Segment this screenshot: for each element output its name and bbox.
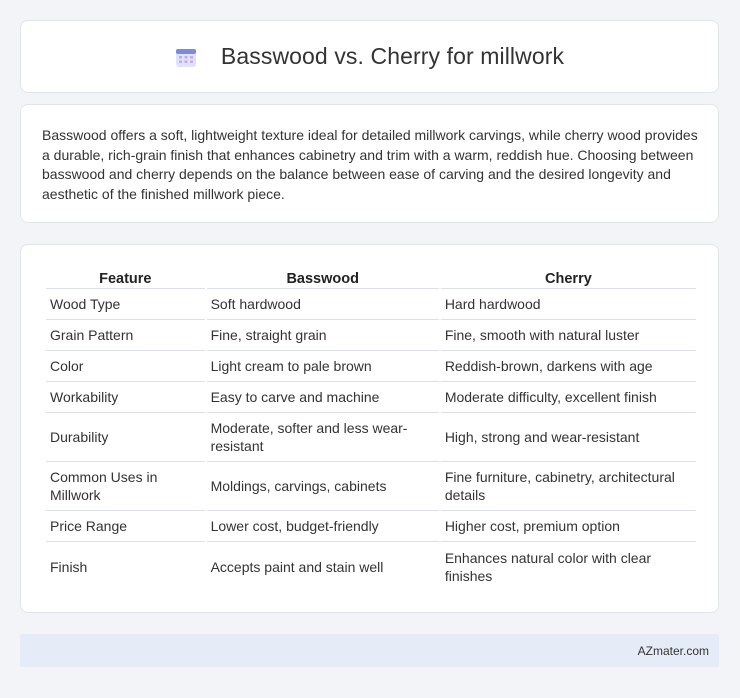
table-row [46, 413, 696, 462]
feature-cell: Durability [46, 413, 205, 462]
feature-cell: Workability [46, 382, 205, 413]
table-row [46, 289, 696, 320]
feature-cell: Grain Pattern [46, 320, 205, 351]
header-feature: Feature [46, 267, 205, 289]
table-row [46, 351, 696, 382]
comparison-table [44, 267, 698, 591]
table-header-row [46, 267, 696, 289]
footer-site-name: AZmater.com [637, 643, 709, 658]
cherry-cell: Fine, smooth with natural luster [441, 320, 696, 351]
cherry-cell: Hard hardwood [441, 289, 696, 320]
basswood-cell: Lower cost, budget-friendly [207, 511, 439, 542]
feature-cell: Common Uses in Millwork [46, 462, 205, 511]
footer [20, 634, 719, 667]
table-row [46, 320, 696, 351]
basswood-cell: Fine, straight grain [207, 320, 439, 351]
cherry-cell: Enhances natural color with clear finishes [444, 549, 652, 584]
calendar-icon [175, 46, 197, 68]
header-basswood: Basswood [207, 267, 439, 289]
basswood-cell: Moldings, carvings, cabinets [207, 462, 439, 511]
comparison-card [20, 244, 719, 613]
cherry-cell: Moderate difficulty, excellent finish [441, 382, 696, 413]
table-row [46, 542, 696, 591]
table-row [46, 511, 696, 542]
basswood-cell: Soft hardwood [207, 289, 439, 320]
cherry-cell: Fine furniture, cabinetry, architectural details [441, 462, 696, 511]
feature-cell: Finish [50, 558, 88, 575]
table-row [46, 382, 696, 413]
cherry-cell: Higher cost, premium option [441, 511, 696, 542]
intro-text: Basswood offers a soft, lightweight texture ideal for detailed millwork carvings, while cherry wood provides a durable, rich-grain finish that enhances cabinetry and trim with a warm, reddish hue. Choosing between basswood and cherry depends on the balance between ease of carving and the desired longevity and aesthetic of the finished millwork piece. [42, 127, 698, 202]
feature-cell: Color [46, 351, 205, 382]
basswood-cell: Moderate, softer and less wear-resistant [207, 413, 439, 462]
title-card [20, 20, 719, 93]
basswood-cell: Accepts paint and stain well [210, 558, 384, 575]
page-title: Basswood vs. Cherry for millwork [220, 43, 565, 69]
feature-cell: Price Range [46, 511, 205, 542]
cherry-cell: Reddish-brown, darkens with age [441, 351, 696, 382]
intro-card [20, 104, 719, 223]
table-row [46, 462, 696, 511]
cherry-cell: High, strong and wear-resistant [441, 413, 696, 462]
basswood-cell: Easy to carve and machine [207, 382, 439, 413]
basswood-cell: Light cream to pale brown [207, 351, 439, 382]
header-cherry: Cherry [441, 267, 696, 289]
feature-cell: Wood Type [46, 289, 205, 320]
